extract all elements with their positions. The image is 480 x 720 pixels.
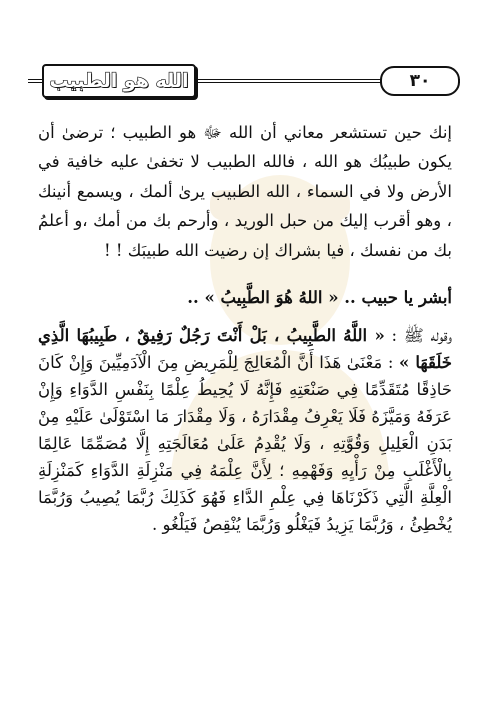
page-number-box: [380, 66, 460, 96]
section-heading: أبشر يا حبيب .. « اللهُ هُوَ الطَّبِيبُ » ..: [187, 288, 452, 308]
hadith-lead: وقوله ﷺ :: [384, 326, 453, 346]
page-number: ٣٠: [409, 71, 431, 91]
hadith-commentary: : مَعْنَىٰ هَذَا أَنَّ الْمُعَالِجَ لِلْمَرِيضِ مِنَ الْآدَمِيِّينَ وَإِنْ كَانَ حَاذِقًا مُتَقَدِّمًا فِي صَنْعَتِهِ فَإِنَّهُ لَا يُحِيطُ عِلْمًا بِنَفْسِ الدَّوَاءِ وَإِنْ عَرَفَهُ وَمَيَّزَهُ فَلَا يَعْرِفُ مِقْدَارَهُ ، وَلَا مِقْدَارَ مَا اسْتَوْلَىٰ عَلَيْهِ مِنْ بَدَنِ الْعَلِيلِ وَقُوَّتِهِ ، وَلَا يُقْدِمُ عَلَىٰ مُعَالَجَتِهِ إِلَّا مُصَمِّمًا عَالِمًا بِالْأَغْلَبِ مِنْ رَأْيِهِ وَفَهْمِهِ ؛ لِأَنَّ عِلْمَهُ فِي مَنْزِلَةِ الدَّوَاءِ كَمَنْزِلَةِ الْعِلَّةِ الَّتِي ذَكَرْنَاهَا فِي عِلْمِ الدَّاءِ فَهُوَ كَذَلِكَ رُبَّمَا يُصِيبُ وَرُبَّمَا يُخْطِئُ ، وَرُبَّمَا يَزِيدُ فَيَغْلُو وَرُبَّمَا يُنْقِصُ فَيَلْغُو .: [38, 353, 452, 535]
chapter-title: الله هو الطبيب: [49, 70, 189, 92]
page-body: [38, 118, 452, 538]
page-header: [28, 62, 460, 102]
hadith-quote: « اللَّهُ الطَّبِيبُ ، بَلْ أَنْتَ رَجُلٌ رَفِيقٌ ، طَبِيبُهَا الَّذِي خَلَقَهَا »: [38, 326, 452, 373]
paragraph-hadith-commentary: [38, 322, 452, 538]
chapter-title-box: [42, 64, 196, 98]
paragraph-intro: إنك حين تستشعر معاني أن الله ﷻ هو الطبيب ؛ ترضىٰ أن يكون طبيبُك هو الله ، فالله الطبيب لا تخفىٰ عليه خافية في الأرض ولا في السماء ، الله الطبيب يرىٰ ألمك ، ويسمع أنينك ، وهو أقرب إليك من حبل الوريد ، وأرحم بك من أمك ،و أعلمُ بك من نفسك ، فيا بشراك إن رضيت الله طبيبَك ! !: [38, 123, 452, 260]
